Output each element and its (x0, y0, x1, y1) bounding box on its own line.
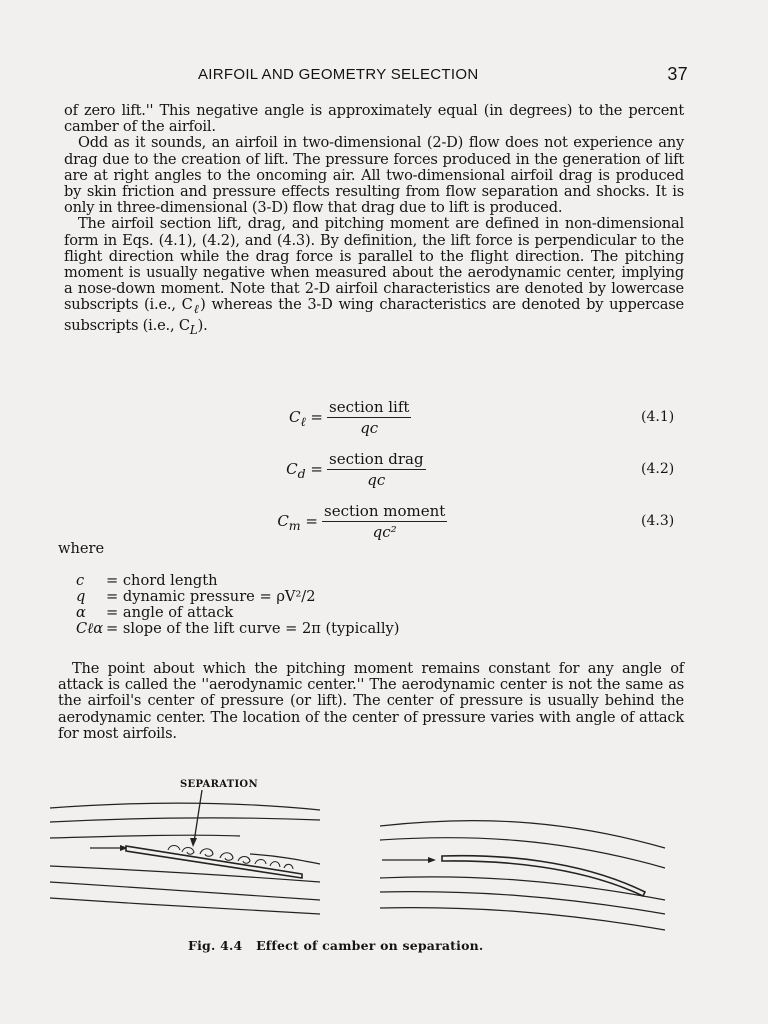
definition-text: = dynamic pressure = ρV²/2 (106, 588, 316, 605)
definition-text: = angle of attack (106, 604, 234, 621)
equation-lhs: $C_m$ = (277, 512, 318, 533)
definition-text: = slope of the lift curve = 2π (typically) (106, 620, 400, 637)
body-text (64, 103, 684, 338)
subscript-l: ℓ (192, 302, 201, 317)
definition-symbol: q (76, 588, 86, 605)
page-number: 37 (667, 64, 688, 84)
equation-denominator: qc² (372, 523, 397, 541)
figure-caption (188, 938, 483, 953)
equation-fraction (322, 502, 447, 541)
equation-number: (4.3) (641, 513, 675, 529)
figure-caption-text: Effect of camber on separation. (256, 938, 484, 953)
paragraph-continued: of zero lift.'' This negative angle is approximately equal (in degrees) to the percent camber of the airfoil. (64, 102, 684, 136)
paragraph-aerodynamic-center: The point about which the pitching moment remains constant for any angle of attack is called the ''aerodynamic center.'' The aerodynamic center is not the same as the airfoil's center of pressure (or lift). The center of pressure is usually behind the aerodynamic center. The location of the center of pressure varies with angle of attack for most airfoils. (58, 660, 684, 742)
definition-text: = chord length (106, 572, 218, 589)
paragraph-section-coefficients (64, 216, 684, 337)
equation-numerator: section lift (329, 398, 410, 416)
equation-fraction (327, 450, 426, 489)
equation-4-3 (277, 502, 447, 541)
equation-numerator: section drag (329, 450, 424, 468)
equation-4-2 (286, 450, 426, 489)
cambered-airfoil (442, 856, 645, 896)
paragraph-text-b: ) whereas the 3-D wing characteristics are denoted by uppercase subscripts (i.e., C (64, 296, 684, 334)
running-head (150, 64, 740, 88)
definition-symbol: α (76, 604, 86, 621)
subscript-L: L (189, 322, 198, 337)
paragraph-2d-flow: Odd as it sounds, an airfoil in two-dimensional (2-D) flow does not experience any drag due to the creation of lift. The pressure forces produced in the generation of lift are at right angles to the oncoming air. All two-dimensional airfoil drag is produced by skin friction and pressure effects resulting from flow separation and shocks. It is only in three-dimensional (3-D) flow that drag due to lift is produced. (64, 134, 684, 217)
paragraph-text-a: The airfoil section lift, drag, and pitching moment are defined in non-dimensional form in Eqs. (4.1), (4.2), and (4.3). By definition, the lift force is perpendicular to the flight direction while the drag force is parallel to the flight direction. The pitching moment is usually negative when measured about the aerodynamic center, implying a nose-down moment. Note that 2-D airfoil characteristics are denoted by lowercase subscripts (i.e., C (64, 215, 684, 314)
definition-symbol: c (76, 572, 85, 589)
cambered-streamlines (380, 821, 665, 930)
equation-number: (4.2) (641, 461, 675, 477)
chapter-title: AIRFOIL AND GEOMETRY SELECTION (198, 66, 479, 83)
body-text-lower (58, 661, 684, 742)
equation-4-1 (288, 398, 411, 437)
equation-denominator: qc (360, 419, 379, 437)
definition-symbol: Cℓα (76, 620, 104, 637)
equation-numerator: section moment (324, 502, 446, 520)
equation-lhs: $C_\ell$ = (288, 408, 323, 429)
paragraph-text-c: ). (197, 316, 208, 334)
figure-number: Fig. 4.4 (188, 938, 243, 953)
inflow-arrow (90, 845, 128, 851)
equation-lhs: $C_d$ = (286, 460, 323, 481)
equation-denominator: qc (367, 471, 386, 489)
separation-label: SEPARATION (180, 779, 258, 790)
inflow-arrow-cambered (382, 857, 436, 863)
camber-separation-figure (40, 790, 680, 938)
where-label: where (58, 540, 105, 557)
equation-number: (4.1) (641, 409, 675, 425)
equation-fraction (327, 398, 411, 437)
